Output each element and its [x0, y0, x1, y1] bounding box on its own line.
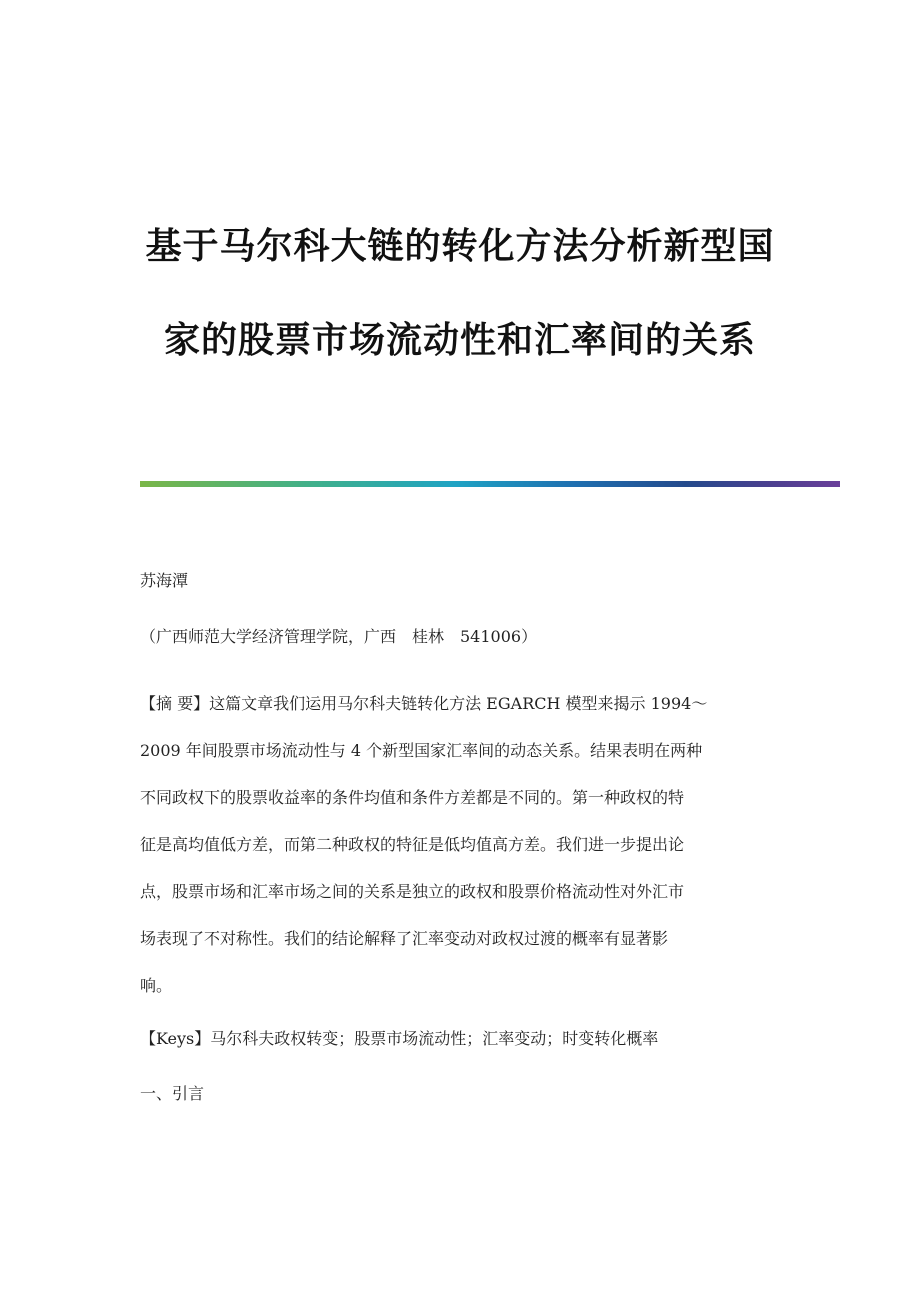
abstract-line: 点，股票市场和汇率市场之间的关系是独立的政权和股票价格流动性对外汇市 [140, 882, 685, 901]
section-heading: 一、引言 [140, 1084, 205, 1103]
keywords: 【Keys】马尔科夫政权转变；股票市场流动性；汇率变动；时变转化概率 [140, 1029, 659, 1048]
author-affiliation: （广西师范大学经济管理学院，广西 桂林 541006） [140, 627, 538, 646]
title-line-2: 家的股票市场流动性和汇率间的关系 [163, 319, 756, 361]
gradient-divider [140, 481, 840, 487]
title-line-1: 基于马尔科大链的转化方法分析新型国 [145, 225, 775, 267]
abstract-line: 响。 [140, 976, 173, 995]
abstract-line: 场表现了不对称性。我们的结论解释了汇率变动对政权过渡的概率有显著影 [140, 929, 669, 948]
abstract-line: 不同政权下的股票收益率的条件均值和条件方差都是不同的。第一种政权的特 [140, 788, 685, 807]
abstract-line: 2009 年间股票市场流动性与 4 个新型国家汇率间的动态关系。结果表明在两种 [140, 741, 703, 760]
abstract-line: 【摘 要】这篇文章我们运用马尔科夫链转化方法 EGARCH 模型来揭示 1994～ [140, 694, 708, 713]
author-name: 苏海潭 [140, 571, 189, 590]
abstract-line: 征是高均值低方差，而第二种政权的特征是低均值高方差。我们进一步提出论 [140, 835, 685, 854]
abstract [140, 680, 780, 1009]
